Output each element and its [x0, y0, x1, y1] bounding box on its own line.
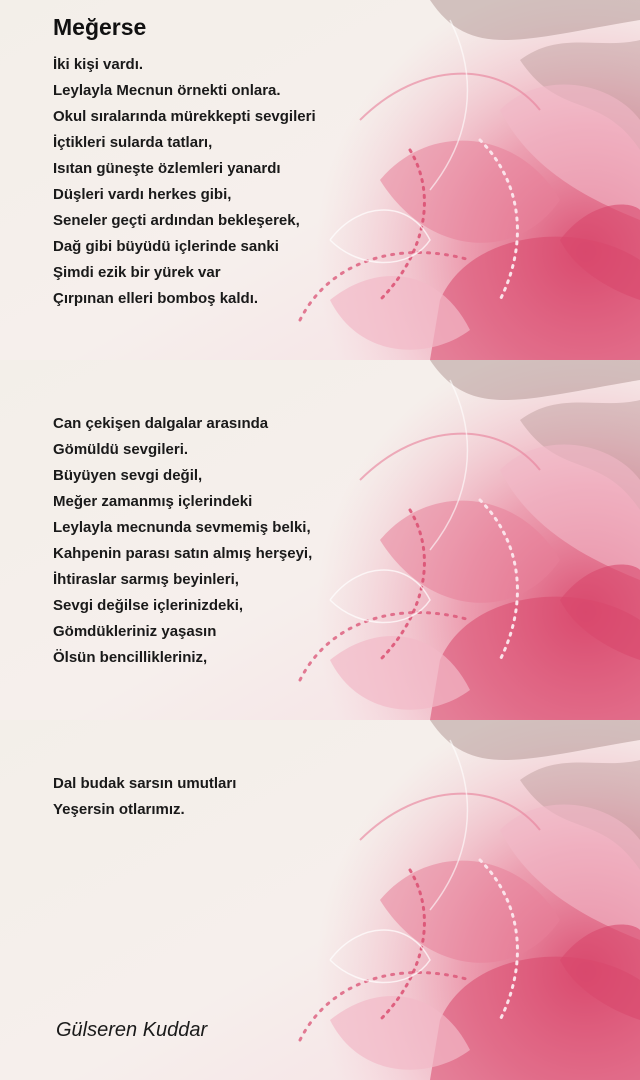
poem-line: Ölsün bencillikleriniz,	[53, 649, 208, 666]
poem-line: İçtikleri sularda tatları,	[53, 134, 213, 151]
poem-line: İhtiraslar sarmış beyinleri,	[53, 571, 239, 588]
poem-line: Çırpınan elleri bomboş kaldı.	[53, 290, 259, 307]
poem-line: Gömüldü sevgileri.	[53, 441, 189, 458]
stanza-2	[53, 411, 312, 671]
poem-line: Yeşersin otlarımız.	[53, 801, 185, 818]
poem-line: Can çekişen dalgalar arasında	[53, 415, 269, 432]
poem-line: Leylayla Mecnun örnekti onlara.	[53, 82, 281, 99]
poem-line: Okul sıralarında mürekkepti sevgileri	[53, 108, 316, 125]
poem-line: Seneler geçti ardından bekleşerek,	[53, 212, 300, 229]
stanza-3	[53, 771, 236, 823]
poem-line: Sevgi değilse içlerinizdeki,	[53, 597, 244, 614]
poem-line: Gömdükleriniz yaşasın	[53, 623, 217, 640]
poem-line: Dal budak sarsın umutları	[53, 775, 237, 792]
poem-line: Düşleri vardı herkes gibi,	[53, 186, 232, 203]
poem-line: Isıtan güneşte özlemleri yanardı	[53, 160, 281, 177]
poem-line: Dağ gibi büyüdü içlerinde sanki	[53, 238, 279, 255]
poem-line: Meğer zamanmış içlerindeki	[53, 493, 253, 510]
poem-line: Büyüyen sevgi değil,	[53, 467, 203, 484]
poem-line: Leylayla mecnunda sevmemiş belki,	[53, 519, 311, 536]
stanza-1	[53, 52, 316, 312]
poem-line: Şimdi ezik bir yürek var	[53, 264, 221, 281]
poem-title: Meğerse	[53, 14, 147, 40]
poem-line: İki kişi vardı.	[53, 56, 144, 73]
poem-author: Gülseren Kuddar	[56, 1019, 208, 1041]
poem-line: Kahpenin parası satın almış herşeyi,	[53, 545, 313, 562]
